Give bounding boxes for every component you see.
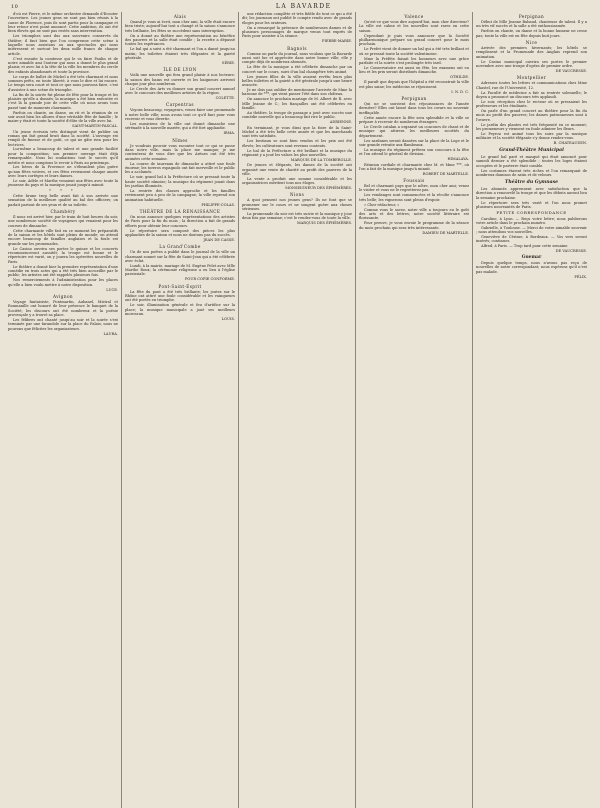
paragraph: Lundi, à la mairie, mariage de M. Eugène Pelet avec Mlle Marthe Roux; la cérémonie religieuse a eu lieu à l'église paroissiale.: [125, 263, 235, 277]
paragraph: Parfois on chante, on danse et la bonne humeur ne cesse pas; toute la ville est en fête depuis huit jours.: [476, 29, 587, 38]
paragraph: Le soir, réception chez le recteur où se pressaient les professeurs et les étudiants.: [476, 99, 587, 109]
masthead: [11, 3, 589, 10]
section-heading: Théâtre du Gymnase: [504, 179, 559, 185]
paragraph: Voilà une nouvelle qui fera grand plaisir à nos lecteurs: la saison des bains est ouverte et les baigneurs arrivent chaque jour plus nombreux.: [125, 73, 235, 86]
paragraph: On a donné au théâtre une représentation au bénéfice des pauvres et la salle était comble ; la recette a dépassé toutes les espérances.: [125, 33, 235, 47]
paragraph: d'où est Pierre, et le même orchestre demande d'Ecouter l'ouverture. Les jeunes gens ne sont pas bien réunis à la cause de Florence, puis ils sont partis pour la campagne et leur retour n'est point annoncé. Cette ambition, ils ont été bien élevés qui ne sont pas restés sans intervention.: [8, 12, 118, 34]
paragraph: Cependant je puis vous annoncer que la Société philharmonique prépare un grand concert pour le mois prochain.: [359, 33, 469, 47]
paragraph: Début de Mlle Jeanne Babaud, chanteuse de talent. Il y a un très vif succès et la salle a été enthousiasmée.: [476, 20, 587, 29]
paragraph: C'est ensuite la comtesse qui le va faire Paulin et de notre aimable ami l'auteur qui nous a donné le plus grand plaisir, et avec lui à la tête de la ville les membres du cercle des enfants abandonnés et toute la province.: [8, 56, 118, 74]
paragraph: Caroline, à Lyon. — Reçu votre lettre; nous publierons votre article dans le prochain numéro.: [476, 216, 587, 225]
paragraph: Les costumes étaient très riches et l'on remarquait de nombreux dominos de satin et de velours.: [476, 168, 587, 178]
paragraph: Au théâtre, la troupe de passage a joué avec succès une comédie nouvelle qui a beaucoup fait rire le public.: [242, 111, 352, 120]
paragraph: La fête du pont a été très brillante; les joutes sur le Rhône ont attiré une foule considérable et les vainqueurs ont été portés en triomphe.: [125, 289, 235, 303]
paragraph: Le bal qui a suivi a été charmant et l'on a dansé jusqu'au matin; les toilettes étaient très élégantes et la gaieté générale.: [125, 47, 235, 60]
signature: ADRIENNE.: [329, 120, 352, 125]
column-5: [473, 12, 590, 808]
signature: JEAN DE CASSE.: [203, 237, 235, 242]
signature: DE VAUCRESSE.: [555, 249, 587, 254]
signature: DAMIEN DE MARTELLE.: [422, 230, 469, 235]
paragraph: Geneviève de Cérisse, à Bordeaux. — Vos vers seront insérés; continuez.: [476, 235, 587, 244]
paragraph: Lui-même a beaucoup de talent et une grande facilité pour la composition; son premier ouvrage était déjà remarquable. Nous lui souhaitons tout le succès qu'il mérite et nous comptons le revoir à Paris au printemps.: [8, 147, 118, 165]
paragraph: Pour preuve, je vous envoie le programme de la séance du mois prochain qui sera très intéressante.: [359, 221, 469, 230]
paragraph: Les musiciens de la ville ont donné dimanche une sérénade à la nouvelle mariée, qui a été fort applaudie.: [125, 122, 235, 131]
paragraph: Nos remerciements à l'administration pour les places qu'elle a bien voulu mettre à notre disposition.: [8, 278, 118, 287]
paragraph: La musique du régiment prêtera son concours à la fête et l'on attend le général de division.: [359, 147, 469, 157]
column-4: [356, 12, 473, 808]
paragraph: Un jeune écrivain très distingué vient de publier un roman qui fait grand bruit dans la société. L'ouvrage est rempli de finesse et de goût, ce qui ne gâte rien pour les lectrices.: [8, 129, 118, 147]
paragraph: Je voudrais pouvoir vous raconter tout ce qui se passe dans notre ville, mais la place me manque; je me contenterai de vous dire que les Arènes ont été très animées cette semaine.: [125, 143, 235, 161]
signature: MARQUIS DE LA TOMBEROLLE.: [290, 157, 352, 162]
paragraph: Le théâtre a donné hier la première représentation d'une comédie en trois actes qui a été très bien accueillie par le public; les artistes ont été rappelés plusieurs fois.: [8, 264, 118, 278]
paragraph: Le grand bal paré et masqué qui était annoncé pour samedi dernier a été splendide ; toutes les loges étaient occupées et le parterre était comble.: [476, 155, 587, 168]
city-heading: Pont-Saint-Esprit: [158, 283, 202, 289]
signature: DE VAUCRESSE.: [555, 68, 587, 73]
section-caps-heading: PETITE CORRESPONDANCE: [496, 210, 567, 216]
paragraph: Adressez toutes les lettres et communications chez Mme Chastel, rue de l'Université, 12.: [476, 81, 587, 90]
paragraph: Quand je vous ai écrit, mon cher ami, la ville était encore bien triste; aujourd'hui tout a changé et la saison s'annonce très brillante, les fêtes se succèdent sans interruption.: [125, 20, 235, 33]
signature: HIMALAYA.: [447, 157, 469, 162]
city-heading: Perpignan: [401, 96, 427, 102]
signature: IRMA.: [223, 131, 235, 136]
paragraph: La course de taureaux de dimanche a attiré une foule énorme; les toreros espagnols ont fait merveille et le public les a acclamés.: [125, 161, 235, 175]
paragraph: une rédaction complète et très fidèle de tout ce qui a été dit; les journaux ont publié le compte rendu avec de grands éloges pour les orateurs.: [242, 12, 352, 25]
signature: PHILIPPE-COLAS.: [201, 202, 235, 207]
city-heading: La Grand'Combe: [159, 244, 201, 250]
signature: LOUIS.: [221, 317, 235, 321]
column-3: [239, 12, 356, 808]
city-heading: Bagnols: [287, 45, 307, 51]
paragraph: Cette charmante ville fait en ce moment les préparatifs de la saison et les hôtels sont pleins de monde; on attend encore beaucoup de familles anglaises et la foule est grande sur les promenades.: [8, 228, 118, 246]
paragraph: Réunion cordiale et charmante chez M. et Mme ***, où l'on a fait de la musique jusqu'à minuit.: [359, 162, 469, 171]
paragraph: On a remarqué la présence de nombreuses dames et de plusieurs personnages de marque venus tout exprès de Paris pour assister à la séance.: [242, 25, 352, 39]
signature: ROBERT DE MARTELLE.: [422, 171, 469, 176]
paragraph: A quoi pensent nos jeunes gens? Ils ne font que se promener sur le cours et ne songent guère aux choses sérieuses.: [242, 198, 352, 212]
signature: OTHILDE.: [450, 75, 469, 80]
paragraph: On parle d'un grand concert au théâtre pour la fin du mois au profit des pauvres; les dames patronnesses sont à l'œuvre.: [476, 109, 587, 122]
city-heading: Alais: [173, 14, 187, 19]
city-heading: Nice: [525, 39, 538, 45]
paragraph: Depuis quelque temps, nous n'avons pas reçu de nouvelles de notre correspondant; nous espérons qu'il n'est pas malade.: [476, 261, 587, 274]
paragraph: Il paraît que depuis que l'hôpital a été reconstruit la ville est plus saine; les médecins se réjouissent.: [359, 80, 469, 89]
city-heading: Chambéry: [50, 209, 76, 215]
paragraph: Il nous est arrivé hier, par le train de huit heures du soir, une nombreuse société de voyageurs qui venaient pour les courses de dimanche.: [8, 215, 118, 228]
paragraph: Comme vous le savez, notre ville a toujours eu le goût des arts et des lettres; notre société littéraire est florissante.: [359, 207, 469, 221]
city-heading: Nîmes: [172, 137, 188, 143]
paragraph: Le Casino municipal ouvrira ses portes le premier novembre avec une troupe d'opéra de premier ordre.: [476, 59, 587, 68]
paragraph: Les abonnés apprennent avec satisfaction que la direction a renouvelé la troupe et que les débuts auront lieu la semaine prochaine.: [476, 186, 587, 200]
signature: SÉRIE.: [222, 60, 235, 65]
city-heading: Perpignan: [518, 14, 545, 19]
city-heading: Nions: [289, 192, 305, 198]
city-heading: Carpentras: [166, 102, 194, 108]
paragraph: La fête de la musique a été célébrée dimanche par un concert sur le cours, suivi d'un bal champêtre très animé.: [242, 65, 352, 74]
paragraph: Cette brune trop belle avait fait à son arrivée une sensation de la meilleure qualité au bal des officiers; on parlait partout de ses yeux et de sa toilette.: [8, 194, 118, 207]
paragraph: Le soir, grand bal à la Préfecture où se pressait toute la haute société nîmoise; la musique du régiment jouait dans les jardins illuminés.: [125, 175, 235, 188]
paragraph: Mme la Préfète faisait les honneurs avec une grâce parfaite et la soirée s'est prolongée très tard.: [359, 56, 469, 65]
columns: [5, 12, 595, 808]
paragraph: La rentrée des classes approche et les familles reviennent peu à peu de la campagne; la ville reprend son animation habituelle.: [125, 188, 235, 202]
paragraph: Gabrielle, à Toulouse. — Merci de votre aimable souvenir ; nous attendons vos nouvelles.: [476, 225, 587, 235]
paragraph: La promenade du soir est très suivie et la musique y joue deux fois par semaine; c'est le rendez-vous de toute la ville.: [242, 212, 352, 221]
paragraph: Le Casino ouvrira ses portes le quinze et les concerts recommenceront aussitôt; la troupe est bonne et le répertoire est varié, on y jouera les opérettes nouvelles de Paris.: [8, 246, 118, 264]
paragraph: Le jardin des plantes est très fréquenté en ce moment; les promeneurs y viennent en foule admirer les fleurs.: [476, 122, 587, 132]
signature: MARQUIS DES ÉPHÉMÈRES.: [297, 221, 352, 226]
paragraph: Les triomphes sont dus aux souvenirs conservés du théâtre; il faut bien que l'on comprenne cette scène à laquelle nous assistons ou aux spectacles qui nous intéressent et surtout les deux mille francs de chaque article.: [8, 34, 118, 56]
paragraph: De jeunes et élégants, les dames de la société ont organisé une vente de charité au profit des pauvres de la ville.: [242, 163, 352, 176]
signature: B. CHATEAUDEN.: [553, 141, 587, 146]
paragraph: « Cher rédacteur, »: [364, 202, 400, 207]
paragraph: Le bal de la Préfecture a été brillant et la musique du régiment y a joué les valses les plus nouvelles.: [242, 148, 352, 157]
section-heading: Guemar: [521, 254, 542, 260]
paragraph: Parfois on chante, on danse, on rit et la réunion de ce soir avait bien les allures d'une véritable fête de famille ; le maire y était et toute la société d'élite de la ville avec lui.: [8, 110, 118, 124]
paragraph: Les bestiaux se sont bien vendus et les prix ont été élevés; les cultivateurs sont revenus contents.: [242, 139, 352, 148]
separator: * * *: [49, 188, 77, 193]
paragraph: Alfred, à Paris. — Trop tard pour cette semaine.: [481, 244, 569, 249]
paragraph: Les sardanes seront dansées sur la place de la Loge et le soir grande retraite aux flambeaux.: [359, 138, 469, 147]
paragraph: On nous annonce quelques représentations des artistes de Paris pour la fin du mois ; la direction a fait de grands efforts pour obtenir leur concours.: [125, 214, 235, 228]
paragraph: Comme on parle du journal, nous voulons que la Bavarde aussi soit lue et appréciée dans notre bonne ville; elle y compte déjà de nombreux abonnés.: [242, 51, 352, 65]
signature: MONSEIGNEUR DES ÉPHÉMÈRES.: [285, 186, 352, 191]
signature: LAURA.: [103, 331, 118, 336]
paragraph: Qui ne se souvient des réjouissances de l'année dernière? Elles ont laissé dans tous les cœurs un souvenir ineffaçable.: [359, 102, 469, 115]
signature: SAINT-MARTIN-PASCAL.: [72, 124, 118, 129]
signature: PIERRE-MARIE.: [322, 39, 352, 44]
city-heading: Foussais: [403, 178, 425, 184]
paragraph: La Faculté de médecine a fait sa rentrée solennelle; le doyen a prononcé un discours très applaudi.: [476, 90, 587, 99]
page-number: 10: [11, 3, 19, 10]
signature: LUCE.: [106, 287, 118, 292]
signature: COLETTE.: [215, 96, 235, 101]
paragraph: Les vendanges sont commencées et la récolte s'annonce très belle; les vignerons sont pleins d'espoir.: [359, 193, 469, 202]
paragraph: Les jeunes filles de la ville avaient revêtu leurs plus belles toilettes et la gaieté a été générale jusqu'à une heure avancée.: [242, 74, 352, 88]
paragraph: En terminant, je vous dirai que la foire de la Saint-Michel a été très belle cette année et que les marchands sont très satisfaits.: [242, 125, 352, 139]
paragraph: Le Peyrou est animé tous les soirs par la musique militaire et la société élégante s'y donne rendez-vous.: [476, 131, 587, 141]
newspaper-title: LA BAVARDE: [275, 3, 332, 10]
city-heading: ÎLE DE LYON: [163, 67, 197, 73]
paragraph: Le Conservatoire est aussi en fête, les examens ont eu lieu et les prix seront distribués dimanche.: [359, 65, 469, 75]
city-heading: Montpellier: [516, 75, 547, 81]
city-heading: THÉÂTRE DE LA RENAISSANCE: [139, 208, 221, 214]
paragraph: La vente a produit une somme considérable et les organisatrices méritent tous nos éloges.: [242, 176, 352, 186]
signature: POUR COPIE CONFORME.: [185, 277, 235, 282]
paragraph: Cette année encore la fête sera splendide et la ville se prépare à recevoir de nombreux étrangers.: [359, 115, 469, 125]
column-1: [5, 12, 122, 808]
paragraph: Le Cercle des Arts va donner son grand concert annuel avec le concours des meilleurs artistes de la région.: [125, 86, 235, 96]
paragraph: Le répertoire sera composé des pièces les plus applaudies de la saison et nous ne doutons pas du succès.: [125, 228, 235, 237]
paragraph: Un de nos poètes a publié dans le journal de la ville un charmant sonnet sur la fête de Saint-Jean qui a été célébrée avec éclat.: [125, 250, 235, 263]
signature: FÉLIX.: [574, 274, 587, 279]
paragraph: On annonce le prochain mariage de M. Albert de R. avec Mlle Jeanne de C.; les fiançailles ont été célébrées en famille.: [242, 97, 352, 111]
paragraph: Voyage fantaisiste, Pontmartin, Aubanel, Mistral et Roumanille ont honoré de leur présence le banquet de la Société; les discours ont été nombreux et la poésie provençale y a trouvé sa place.: [8, 299, 118, 317]
paragraph: Le soir, Adèle et Marthe venaient aux fêtes avec toute la jeunesse du pays et la musique jouait jusqu'à minuit.: [8, 179, 118, 188]
paragraph: Qu'est-ce que vous dire aujourd'hui, mon cher directeur? La ville est calme et les nouvelles sont rares en cette saison.: [359, 20, 469, 33]
paragraph: Voyons beaucoup, voyageurs, venez faire une promenade à notre belle ville; nous avons tout ce qu'il faut pour vous recevoir et vous divertir.: [125, 108, 235, 122]
city-heading: Valence: [404, 14, 424, 19]
paragraph: Les héros de la Provence ne s'ébranlent plus guère qu'aux fêtes votives, et ces fêtes reviennent chaque année avec leurs cortèges et leurs danses.: [8, 165, 118, 179]
paragraph: Le corps de ballet de Michel a été très charmant et nous sommes prêts, en toute liberté, à vous le dire et lui encore. Le temps sera court et tout ce que nous pouvons faire, c'est d'assister à une scène de triomphe.: [8, 74, 118, 92]
paragraph: Le répertoire sera très varié et l'on nous promet plusieurs nouveautés de Paris.: [476, 200, 587, 209]
paragraph: Les félibres ont chanté jusqu'au soir et la soirée s'est terminée par une farandole sur la place du Palais; nous ne pouvons que féliciter les organisateurs.: [8, 317, 118, 331]
section-heading: Grand-Théâtre Municipal: [499, 148, 564, 154]
paragraph: La fin de la soirée fut pleine de fête pour la troupe et les plaisirs qu'elle a donnés; la musique a été bien exécutée et c'est là la grande joie de cette ville où nous avons tous passé tant de moments charmants.: [8, 92, 118, 110]
paragraph: Le soir, illumination générale et feu d'artifice sur la place; la musique municipale a joué ses meilleurs morceaux.: [125, 303, 235, 317]
paragraph: Arrivée des premiers hivernants; les hôtels se remplissent et la Promenade des Anglais reprend son animation.: [476, 45, 587, 59]
column-2: [122, 12, 239, 808]
paragraph: Bel et charmant pays que le nôtre, mon cher ami; venez le visiter et vous ne le regretterez pas.: [359, 184, 469, 193]
signature: I. N. D. C.: [451, 89, 469, 94]
paragraph: Je ne dois pas oublier de mentionner l'arrivée de Mme la baronne de ***, qui vient passer l'été dans son château.: [242, 88, 352, 97]
paragraph: Le Cercle catalan a organisé un concours de chant et de musique qui attirera les meilleures sociétés du département.: [359, 124, 469, 138]
city-heading: Avignon: [53, 293, 73, 299]
paragraph: Le Prefet vient de donner un bal qui a été très brillant et où se pressait toute la société valentinoise.: [359, 47, 469, 56]
